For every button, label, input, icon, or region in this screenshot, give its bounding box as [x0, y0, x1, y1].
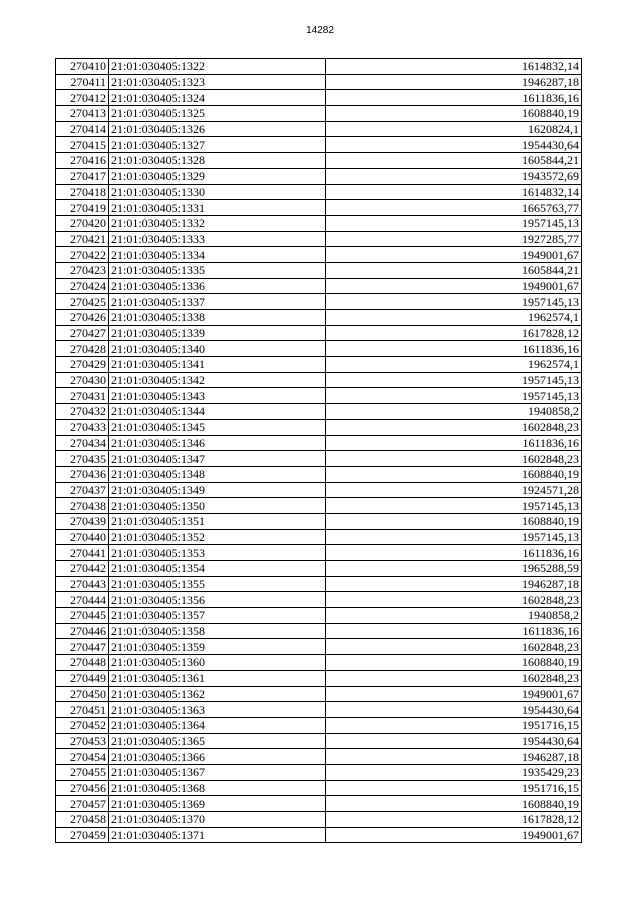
table-row — [56, 137, 582, 153]
cadastral-number-cell: 21:01:030405:1369 — [109, 796, 326, 812]
row-number-cell: 270416 — [56, 153, 109, 169]
cadastral-number-cell: 21:01:030405:1341 — [109, 357, 326, 373]
cadastral-value-cell: 1957145,13 — [326, 388, 582, 404]
page-number: 14282 — [306, 25, 334, 36]
row-number-cell: 270445 — [56, 608, 109, 624]
table-row — [56, 498, 582, 514]
row-number-cell: 270415 — [56, 137, 109, 153]
cadastral-number-cell: 21:01:030405:1351 — [109, 513, 326, 529]
row-number-cell: 270419 — [56, 200, 109, 216]
row-number-cell: 270440 — [56, 529, 109, 545]
cadastral-value-cell: 1617828,12 — [326, 325, 582, 341]
table-row — [56, 780, 582, 796]
cadastral-value-cell: 1608840,19 — [326, 513, 582, 529]
cadastral-value-cell: 1943572,69 — [326, 168, 582, 184]
table-row — [56, 639, 582, 655]
table-row — [56, 827, 582, 843]
table-row — [56, 74, 582, 90]
cadastral-number-cell: 21:01:030405:1365 — [109, 733, 326, 749]
cadastral-number-cell: 21:01:030405:1355 — [109, 576, 326, 592]
row-number-cell: 270434 — [56, 435, 109, 451]
row-number-cell: 270423 — [56, 262, 109, 278]
cadastral-value-cell: 1605844,21 — [326, 262, 582, 278]
cadastral-value-cell: 1614832,14 — [326, 184, 582, 200]
cadastral-number-cell: 21:01:030405:1345 — [109, 419, 326, 435]
cadastral-value-cell: 1608840,19 — [326, 466, 582, 482]
cadastral-value-cell: 1927285,77 — [326, 231, 582, 247]
row-number-cell: 270421 — [56, 231, 109, 247]
cadastral-value-cell: 1951716,15 — [326, 717, 582, 733]
row-number-cell: 270444 — [56, 592, 109, 608]
cadastral-number-cell: 21:01:030405:1349 — [109, 482, 326, 498]
cadastral-value-table — [55, 58, 582, 843]
row-number-cell: 270410 — [56, 59, 109, 75]
table-row — [56, 357, 582, 373]
table-row — [56, 59, 582, 75]
table-row — [56, 106, 582, 122]
row-number-cell: 270424 — [56, 278, 109, 294]
row-number-cell: 270439 — [56, 513, 109, 529]
cadastral-number-cell: 21:01:030405:1348 — [109, 466, 326, 482]
cadastral-number-cell: 21:01:030405:1324 — [109, 90, 326, 106]
cadastral-number-cell: 21:01:030405:1339 — [109, 325, 326, 341]
row-number-cell: 270433 — [56, 419, 109, 435]
table-row — [56, 310, 582, 326]
table-row — [56, 247, 582, 263]
row-number-cell: 270425 — [56, 294, 109, 310]
cadastral-value-cell: 1608840,19 — [326, 106, 582, 122]
cadastral-value-cell: 1954430,64 — [326, 733, 582, 749]
cadastral-number-cell: 21:01:030405:1371 — [109, 827, 326, 843]
row-number-cell: 270438 — [56, 498, 109, 514]
cadastral-value-cell: 1665763,77 — [326, 200, 582, 216]
cadastral-value-cell: 1946287,18 — [326, 74, 582, 90]
cadastral-value-cell: 1602848,23 — [326, 592, 582, 608]
table-row — [56, 702, 582, 718]
cadastral-value-cell: 1611836,16 — [326, 341, 582, 357]
row-number-cell: 270459 — [56, 827, 109, 843]
cadastral-number-cell: 21:01:030405:1333 — [109, 231, 326, 247]
cadastral-value-cell: 1924571,28 — [326, 482, 582, 498]
table-row — [56, 168, 582, 184]
cadastral-value-cell: 1962574,1 — [326, 357, 582, 373]
row-number-cell: 270447 — [56, 639, 109, 655]
cadastral-number-cell: 21:01:030405:1330 — [109, 184, 326, 200]
row-number-cell: 270429 — [56, 357, 109, 373]
cadastral-number-cell: 21:01:030405:1364 — [109, 717, 326, 733]
row-number-cell: 270413 — [56, 106, 109, 122]
row-number-cell: 270452 — [56, 717, 109, 733]
cadastral-number-cell: 21:01:030405:1335 — [109, 262, 326, 278]
table-row — [56, 419, 582, 435]
cadastral-number-cell: 21:01:030405:1343 — [109, 388, 326, 404]
table-row — [56, 670, 582, 686]
table-row — [56, 121, 582, 137]
table-row — [56, 341, 582, 357]
table-row — [56, 372, 582, 388]
table-row — [56, 404, 582, 420]
row-number-cell: 270442 — [56, 561, 109, 577]
row-number-cell: 270441 — [56, 545, 109, 561]
table-row — [56, 576, 582, 592]
cadastral-value-cell: 1949001,67 — [326, 686, 582, 702]
row-number-cell: 270449 — [56, 670, 109, 686]
table-row — [56, 451, 582, 467]
cadastral-value-cell: 1602848,23 — [326, 419, 582, 435]
cadastral-value-cell: 1957145,13 — [326, 294, 582, 310]
cadastral-value-cell: 1611836,16 — [326, 435, 582, 451]
cadastral-value-cell: 1608840,19 — [326, 655, 582, 671]
cadastral-number-cell: 21:01:030405:1337 — [109, 294, 326, 310]
table-row — [56, 262, 582, 278]
table-row — [56, 90, 582, 106]
cadastral-number-cell: 21:01:030405:1356 — [109, 592, 326, 608]
row-number-cell: 270420 — [56, 215, 109, 231]
row-number-cell: 270432 — [56, 404, 109, 420]
cadastral-value-cell: 1935429,23 — [326, 764, 582, 780]
table-row — [56, 623, 582, 639]
row-number-cell: 270418 — [56, 184, 109, 200]
cadastral-number-cell: 21:01:030405:1323 — [109, 74, 326, 90]
cadastral-value-cell: 1614832,14 — [326, 59, 582, 75]
cadastral-number-cell: 21:01:030405:1340 — [109, 341, 326, 357]
cadastral-number-cell: 21:01:030405:1362 — [109, 686, 326, 702]
table-row — [56, 545, 582, 561]
table-row — [56, 764, 582, 780]
row-number-cell: 270411 — [56, 74, 109, 90]
table-row — [56, 655, 582, 671]
row-number-cell: 270428 — [56, 341, 109, 357]
cadastral-number-cell: 21:01:030405:1326 — [109, 121, 326, 137]
cadastral-number-cell: 21:01:030405:1346 — [109, 435, 326, 451]
cadastral-value-cell: 1605844,21 — [326, 153, 582, 169]
row-number-cell: 270457 — [56, 796, 109, 812]
cadastral-number-cell: 21:01:030405:1322 — [109, 59, 326, 75]
row-number-cell: 270454 — [56, 749, 109, 765]
cadastral-number-cell: 21:01:030405:1368 — [109, 780, 326, 796]
cadastral-number-cell: 21:01:030405:1336 — [109, 278, 326, 294]
cadastral-number-cell: 21:01:030405:1361 — [109, 670, 326, 686]
cadastral-value-cell: 1602848,23 — [326, 670, 582, 686]
cadastral-value-cell: 1949001,67 — [326, 278, 582, 294]
row-number-cell: 270436 — [56, 466, 109, 482]
cadastral-value-cell: 1957145,13 — [326, 215, 582, 231]
cadastral-number-cell: 21:01:030405:1325 — [109, 106, 326, 122]
cadastral-number-cell: 21:01:030405:1366 — [109, 749, 326, 765]
cadastral-value-cell: 1611836,16 — [326, 90, 582, 106]
cadastral-value-cell: 1611836,16 — [326, 623, 582, 639]
row-number-cell: 270456 — [56, 780, 109, 796]
table-row — [56, 294, 582, 310]
table-body — [56, 59, 582, 843]
row-number-cell: 270448 — [56, 655, 109, 671]
cadastral-value-cell: 1611836,16 — [326, 545, 582, 561]
table-row — [56, 608, 582, 624]
cadastral-number-cell: 21:01:030405:1342 — [109, 372, 326, 388]
cadastral-number-cell: 21:01:030405:1357 — [109, 608, 326, 624]
cadastral-value-cell: 1949001,67 — [326, 827, 582, 843]
cadastral-number-cell: 21:01:030405:1354 — [109, 561, 326, 577]
cadastral-value-cell: 1962574,1 — [326, 310, 582, 326]
cadastral-number-cell: 21:01:030405:1353 — [109, 545, 326, 561]
cadastral-number-cell: 21:01:030405:1344 — [109, 404, 326, 420]
cadastral-number-cell: 21:01:030405:1359 — [109, 639, 326, 655]
table-row — [56, 749, 582, 765]
cadastral-number-cell: 21:01:030405:1338 — [109, 310, 326, 326]
cadastral-value-cell: 1949001,67 — [326, 247, 582, 263]
cadastral-value-cell: 1957145,13 — [326, 372, 582, 388]
table-row — [56, 717, 582, 733]
row-number-cell: 270458 — [56, 812, 109, 828]
cadastral-value-cell: 1602848,23 — [326, 451, 582, 467]
table-row — [56, 812, 582, 828]
cadastral-number-cell: 21:01:030405:1347 — [109, 451, 326, 467]
row-number-cell: 270437 — [56, 482, 109, 498]
cadastral-value-cell: 1957145,13 — [326, 529, 582, 545]
row-number-cell: 270414 — [56, 121, 109, 137]
row-number-cell: 270455 — [56, 764, 109, 780]
cadastral-number-cell: 21:01:030405:1370 — [109, 812, 326, 828]
table-row — [56, 466, 582, 482]
table-row — [56, 231, 582, 247]
cadastral-number-cell: 21:01:030405:1334 — [109, 247, 326, 263]
cadastral-number-cell: 21:01:030405:1367 — [109, 764, 326, 780]
cadastral-value-cell: 1617828,12 — [326, 812, 582, 828]
cadastral-value-cell: 1946287,18 — [326, 749, 582, 765]
cadastral-value-cell: 1957145,13 — [326, 498, 582, 514]
table-row — [56, 561, 582, 577]
cadastral-number-cell: 21:01:030405:1363 — [109, 702, 326, 718]
cadastral-value-cell: 1965288,59 — [326, 561, 582, 577]
cadastral-number-cell: 21:01:030405:1329 — [109, 168, 326, 184]
table-row — [56, 388, 582, 404]
row-number-cell: 270417 — [56, 168, 109, 184]
table-row — [56, 200, 582, 216]
table-row — [56, 513, 582, 529]
cadastral-value-cell: 1946287,18 — [326, 576, 582, 592]
row-number-cell: 270453 — [56, 733, 109, 749]
cadastral-number-cell: 21:01:030405:1331 — [109, 200, 326, 216]
table-row — [56, 278, 582, 294]
table-row — [56, 592, 582, 608]
row-number-cell: 270412 — [56, 90, 109, 106]
cadastral-number-cell: 21:01:030405:1327 — [109, 137, 326, 153]
cadastral-value-cell: 1951716,15 — [326, 780, 582, 796]
table-row — [56, 733, 582, 749]
row-number-cell: 270430 — [56, 372, 109, 388]
cadastral-value-cell: 1940858,2 — [326, 608, 582, 624]
table-row — [56, 796, 582, 812]
cadastral-number-cell: 21:01:030405:1332 — [109, 215, 326, 231]
cadastral-number-cell: 21:01:030405:1328 — [109, 153, 326, 169]
cadastral-value-cell: 1620824,1 — [326, 121, 582, 137]
cadastral-value-cell: 1954430,64 — [326, 137, 582, 153]
cadastral-number-cell: 21:01:030405:1360 — [109, 655, 326, 671]
row-number-cell: 270426 — [56, 310, 109, 326]
row-number-cell: 270431 — [56, 388, 109, 404]
table-row — [56, 215, 582, 231]
cadastral-number-cell: 21:01:030405:1350 — [109, 498, 326, 514]
row-number-cell: 270446 — [56, 623, 109, 639]
table-row — [56, 435, 582, 451]
row-number-cell: 270427 — [56, 325, 109, 341]
table-row — [56, 686, 582, 702]
row-number-cell: 270443 — [56, 576, 109, 592]
cadastral-number-cell: 21:01:030405:1352 — [109, 529, 326, 545]
cadastral-number-cell: 21:01:030405:1358 — [109, 623, 326, 639]
table-row — [56, 529, 582, 545]
row-number-cell: 270435 — [56, 451, 109, 467]
table-row — [56, 325, 582, 341]
table-row — [56, 482, 582, 498]
table-row — [56, 184, 582, 200]
row-number-cell: 270422 — [56, 247, 109, 263]
row-number-cell: 270451 — [56, 702, 109, 718]
cadastral-value-cell: 1940858,2 — [326, 404, 582, 420]
cadastral-value-cell: 1602848,23 — [326, 639, 582, 655]
cadastral-value-cell: 1608840,19 — [326, 796, 582, 812]
row-number-cell: 270450 — [56, 686, 109, 702]
cadastral-value-cell: 1954430,64 — [326, 702, 582, 718]
table-row — [56, 153, 582, 169]
